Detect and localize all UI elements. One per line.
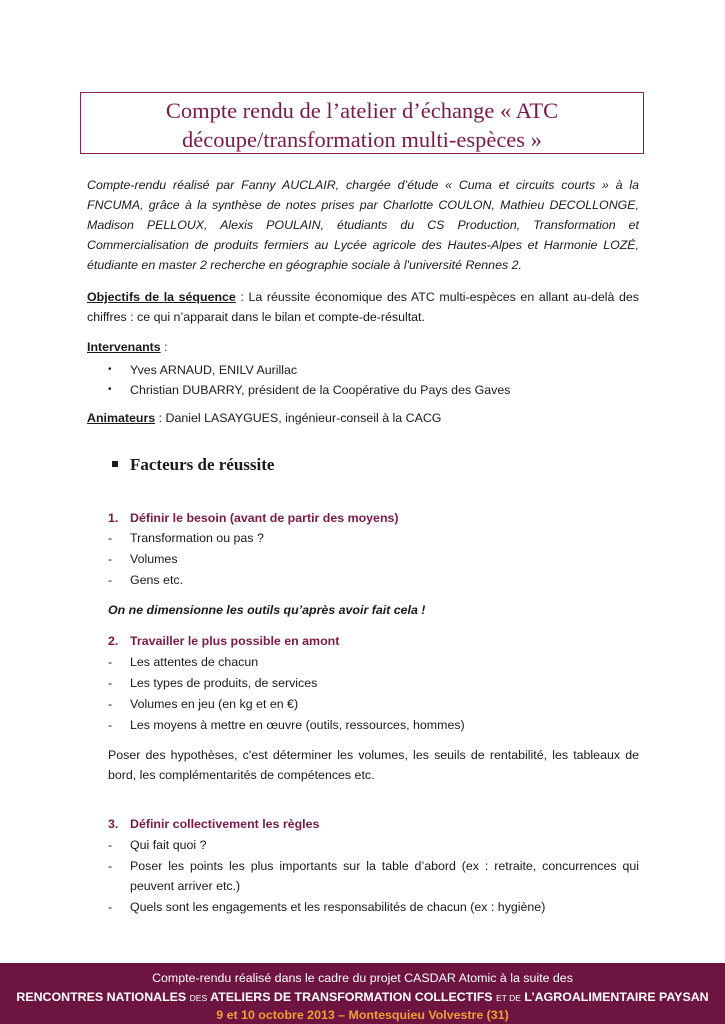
- heading-number: 3.: [108, 817, 119, 831]
- objectifs-paragraph: [87, 287, 639, 327]
- list-item-text: Poser les points les plus importants sur la table d’abord (ex : retraite, concurrences qui peuvent arriver etc.): [130, 859, 639, 893]
- list-item-text: Volumes: [130, 552, 178, 566]
- animateurs-text: : Daniel LASAYGUES, ingénieur-conseil à la CACG: [155, 411, 442, 425]
- page-footer: [0, 963, 725, 1024]
- dash-icon: -: [108, 655, 113, 669]
- dash-icon: -: [108, 859, 113, 873]
- list-item-text: Qui fait quoi ?: [130, 838, 207, 852]
- list-item-text: Quels sont les engagements et les responsabilités de chacun (ex : hygiène): [130, 900, 546, 914]
- heading-text: Définir le besoin (avant de partir des moyens): [130, 511, 399, 525]
- footer-small-text: DES: [189, 993, 208, 1003]
- bullet-icon: •: [108, 384, 112, 395]
- footer-line-2: [0, 988, 725, 1007]
- footer-line-3: 9 et 10 octobre 2013 – Montesquieu Volvestre (31): [216, 1008, 509, 1022]
- objectifs-label: Objectifs de la séquence: [87, 290, 236, 304]
- title-line-1: Compte rendu de l’atelier d’échange « ATC: [165, 98, 559, 123]
- heading-text: Travailler le plus possible en amont: [130, 634, 340, 648]
- intervenant-name: Christian DUBARRY, président de la Coopérative du Pays des Gaves: [130, 383, 511, 397]
- hypotheses-paragraph: Poser des hypothèses, c'est déterminer les volumes, les seuils de rentabilité, les tableaux de bord, les complémentarités de compétences etc.: [108, 748, 639, 782]
- intervenants-heading: [87, 337, 639, 357]
- footer-line-1: Compte-rendu réalisé dans le cadre du projet CASDAR Atomic à la suite des: [152, 971, 573, 985]
- section-heading: [112, 453, 274, 477]
- heading-number: 2.: [108, 634, 119, 648]
- heading-number: 1.: [108, 511, 119, 525]
- dash-icon: -: [108, 718, 113, 732]
- intervenants-suffix: :: [160, 340, 168, 354]
- numbered-heading: [108, 508, 399, 528]
- title-line-2: découpe/transformation multi-espèces »: [182, 127, 542, 152]
- numbered-heading: [108, 631, 339, 651]
- footer-text: L’AGROALIMENTAIRE PAYSAN: [520, 990, 709, 1004]
- dash-icon: -: [108, 676, 113, 690]
- intervenant-name: Yves ARNAUD, ENILV Aurillac: [130, 363, 298, 377]
- list-item-text: Les moyens à mettre en œuvre (outils, ressources, hommes): [130, 718, 465, 732]
- footer-text: ATELIERS DE TRANSFORMATION COLLECTIFS: [207, 990, 496, 1004]
- section-heading-text: Facteurs de réussite: [130, 455, 275, 474]
- heading-text: Définir collectivement les règles: [130, 817, 320, 831]
- bullet-icon: •: [108, 364, 112, 375]
- intervenants-label: Intervenants: [87, 340, 161, 354]
- animateurs-paragraph: [87, 408, 639, 428]
- dash-icon: -: [108, 552, 113, 566]
- dash-icon: -: [108, 531, 113, 545]
- emphasis-note: On ne dimensionne les outils qu’après avoir fait cela !: [108, 603, 426, 617]
- objectifs-text: : La réussite économique des ATC multi-espèces en allant au-delà des chiffres : ce qui n’apparait dans le bilan et compte-de-résultat.: [87, 290, 639, 324]
- footer-small-text: ET DE: [496, 993, 521, 1003]
- intro-paragraph: Compte-rendu réalisé par Fanny AUCLAIR, chargée d’étude « Cuma et circuits courts » à la FNCUMA, grâce à la synthèse de notes prises par Charlotte COULON, Mathieu DECOLLONGE, Madison PELLOUX, Alexis POULAIN, étudiants du CS Production, Transformation et Commercialisation de produits fermiers au Lycée agricole des Hautes-Alpes et Harmonie LOZÉ, étudiante en master 2 recherche en géographie sociale à l'université Rennes 2.: [87, 178, 639, 272]
- dash-icon: -: [108, 573, 113, 587]
- list-item-text: Gens etc.: [130, 573, 184, 587]
- dash-icon: -: [108, 900, 113, 914]
- square-bullet-icon: [112, 461, 118, 467]
- animateurs-label: Animateurs: [87, 411, 156, 425]
- dash-icon: -: [108, 697, 113, 711]
- numbered-heading: [108, 814, 319, 834]
- footer-text: RENCONTRES NATIONALES: [16, 990, 190, 1004]
- list-item-text: Les attentes de chacun: [130, 655, 259, 669]
- list-item-text: Les types de produits, de services: [130, 676, 318, 690]
- list-item-text: Transformation ou pas ?: [130, 531, 264, 545]
- document-title: [80, 92, 644, 154]
- dash-icon: -: [108, 838, 113, 852]
- list-item-text: Volumes en jeu (en kg et en €): [130, 697, 299, 711]
